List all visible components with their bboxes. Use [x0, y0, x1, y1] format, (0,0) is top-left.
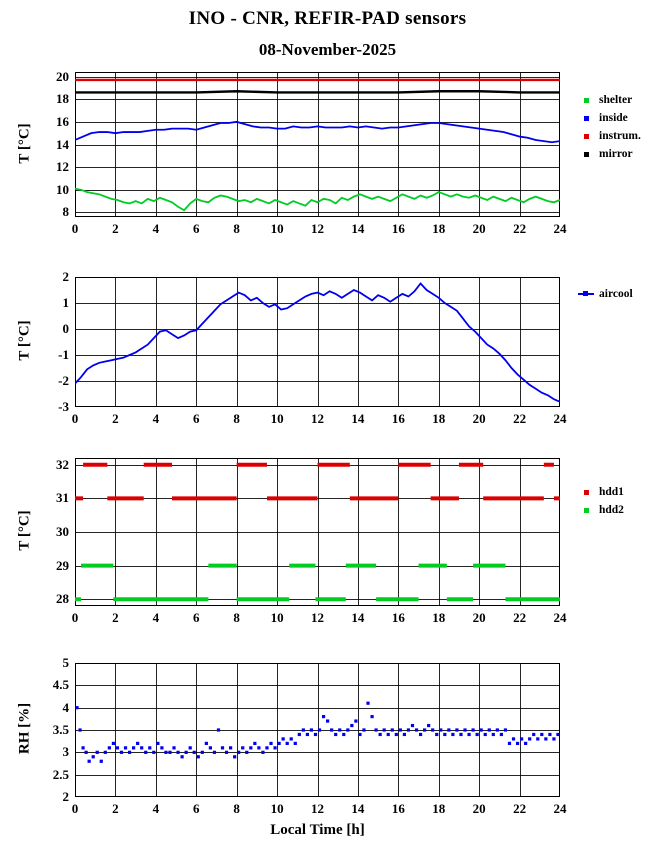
x-tick-label: 4 [152, 610, 160, 625]
data-point [75, 706, 78, 709]
data-point [148, 746, 151, 749]
data-point [201, 751, 204, 754]
data-point [286, 742, 289, 745]
data-point [241, 746, 244, 749]
data-point [342, 733, 345, 736]
data-point [197, 755, 200, 758]
data-point [193, 751, 196, 754]
data-point [431, 728, 434, 731]
y-tick-label: -2 [58, 373, 69, 388]
x-tick-label: 22 [513, 411, 527, 426]
data-point [459, 733, 462, 736]
data-point [467, 733, 470, 736]
x-tick-label: 6 [193, 801, 200, 816]
data-point [314, 733, 317, 736]
data-point [512, 737, 515, 740]
data-point [96, 751, 99, 754]
page-title: INO - CNR, REFIR-PAD sensors [188, 8, 467, 29]
data-point [213, 751, 216, 754]
data-point [189, 746, 192, 749]
data-point [78, 728, 81, 731]
data-point [532, 733, 535, 736]
data-point [366, 702, 369, 705]
data-point [245, 751, 248, 754]
data-point [116, 746, 119, 749]
data-point [322, 715, 325, 718]
x-tick-label: 12 [311, 411, 324, 426]
data-point [334, 733, 337, 736]
x-tick-label: 14 [351, 411, 365, 426]
x-tick-label: 4 [152, 801, 160, 816]
legend-label: hdd1 [599, 486, 624, 498]
x-tick-label: 16 [391, 221, 405, 236]
data-point [443, 733, 446, 736]
x-tick-label: 20 [472, 610, 486, 625]
data-point [455, 728, 458, 731]
x-tick-label: 8 [233, 801, 240, 816]
x-tick-label: 0 [71, 801, 79, 816]
data-point [411, 724, 414, 727]
y-tick-label: 29 [56, 557, 69, 573]
x-tick-label: 0 [71, 610, 79, 625]
data-point [391, 728, 394, 731]
x-tick-label: 12 [311, 610, 324, 625]
data-point [209, 746, 212, 749]
data-point [176, 751, 179, 754]
data-point [540, 733, 543, 736]
data-point [160, 746, 163, 749]
data-point [383, 728, 386, 731]
x-tick-label: 8 [233, 411, 240, 426]
data-point [488, 728, 491, 731]
x-tick-label: 0 [71, 221, 79, 236]
x-tick-label: 20 [472, 221, 486, 236]
data-point [520, 737, 523, 740]
data-point [326, 719, 329, 722]
data-point [528, 737, 531, 740]
x-tick-label: 10 [270, 801, 284, 816]
legend-label: mirror [599, 148, 633, 160]
data-point [516, 742, 519, 745]
data-point [504, 728, 507, 731]
data-point [168, 751, 171, 754]
x-tick-label: 22 [513, 610, 527, 625]
x-tick-label: 14 [351, 801, 365, 816]
data-point [350, 724, 353, 727]
data-point [395, 733, 398, 736]
data-point [492, 733, 495, 736]
x-axis-title: Local Time [h] [270, 822, 365, 838]
data-point [294, 742, 297, 745]
x-tick-label: 22 [513, 801, 527, 816]
y-axis-title: T [°C] [16, 320, 33, 361]
x-tick-label: 14 [351, 221, 365, 236]
data-point [181, 755, 184, 758]
data-point [439, 728, 442, 731]
data-point [282, 737, 285, 740]
y-tick-label: 2 [62, 269, 69, 284]
y-tick-label: 20 [56, 68, 69, 84]
y-tick-label: 3.5 [52, 722, 69, 737]
data-point [205, 742, 208, 745]
y-tick-label: 16 [56, 113, 69, 129]
legend-label: aircool [599, 288, 633, 300]
data-point [387, 733, 390, 736]
data-point [419, 733, 422, 736]
y-tick-label: 4 [62, 699, 69, 715]
x-tick-label: 0 [71, 411, 79, 426]
data-point [257, 746, 260, 749]
data-point [330, 728, 333, 731]
data-point [536, 737, 539, 740]
data-point [403, 733, 406, 736]
x-tick-label: 12 [311, 801, 324, 816]
data-point [451, 733, 454, 736]
data-point [100, 760, 103, 763]
x-tick-label: 24 [553, 801, 567, 816]
y-tick-label: 2 [62, 789, 69, 804]
x-tick-label: 10 [270, 411, 284, 426]
data-point [261, 751, 264, 754]
data-point [132, 746, 135, 749]
data-point [463, 728, 466, 731]
legend-label: shelter [599, 94, 633, 106]
data-point [370, 715, 373, 718]
x-tick-label: 24 [553, 610, 567, 625]
data-point [338, 728, 341, 731]
data-point [221, 746, 224, 749]
data-point [423, 728, 426, 731]
data-point [217, 728, 220, 731]
data-point [249, 746, 252, 749]
y-tick-label: 1 [62, 295, 69, 310]
data-point [112, 742, 115, 745]
data-point [88, 760, 91, 763]
data-point [164, 751, 167, 754]
x-tick-label: 4 [152, 221, 160, 236]
data-point [302, 728, 305, 731]
x-tick-label: 8 [233, 221, 240, 236]
data-point [144, 751, 147, 754]
data-point [124, 746, 127, 749]
data-point [85, 751, 88, 754]
data-point [399, 728, 402, 731]
y-tick-label: 31 [56, 490, 69, 506]
x-tick-label: 2 [112, 801, 119, 816]
data-point [548, 733, 551, 736]
x-tick-label: 18 [432, 610, 446, 625]
data-point [346, 728, 349, 731]
data-point [379, 733, 382, 736]
page-subtitle: 08-November-2025 [258, 40, 397, 59]
data-point [273, 746, 276, 749]
data-point [508, 742, 511, 745]
y-tick-label: -1 [58, 347, 69, 362]
data-point [427, 724, 430, 727]
data-point [172, 746, 175, 749]
x-tick-label: 6 [193, 610, 200, 625]
y-tick-label: 28 [56, 591, 69, 607]
y-tick-label: -3 [58, 399, 69, 414]
data-point [233, 755, 236, 758]
data-point [476, 733, 479, 736]
data-point [136, 742, 139, 745]
data-point [552, 737, 555, 740]
x-tick-label: 2 [112, 610, 119, 625]
data-point [375, 728, 378, 731]
data-point [415, 728, 418, 731]
data-point [556, 733, 559, 736]
data-point [120, 751, 123, 754]
y-axis-title: T [°C] [16, 122, 33, 164]
x-tick-label: 18 [432, 221, 446, 236]
data-point [237, 751, 240, 754]
y-axis-title: T [°C] [16, 510, 33, 551]
x-tick-label: 24 [553, 411, 567, 426]
data-point [185, 751, 188, 754]
data-point [524, 742, 527, 745]
y-tick-label: 0 [62, 321, 69, 336]
data-point [140, 746, 143, 749]
x-tick-label: 18 [432, 411, 446, 426]
data-point [407, 728, 410, 731]
data-point [92, 755, 95, 758]
x-tick-label: 2 [112, 221, 119, 236]
data-point [128, 751, 131, 754]
data-point [298, 733, 301, 736]
data-point [290, 737, 293, 740]
x-tick-label: 16 [391, 610, 405, 625]
y-tick-label: 8 [62, 204, 69, 220]
data-point [544, 737, 547, 740]
data-point [362, 728, 365, 731]
data-point [108, 746, 111, 749]
y-tick-label: 5 [62, 655, 69, 670]
x-tick-label: 6 [193, 221, 200, 236]
x-tick-label: 16 [391, 801, 405, 816]
x-tick-label: 4 [152, 411, 160, 426]
data-point [500, 733, 503, 736]
data-point [306, 733, 309, 736]
data-point [156, 742, 159, 745]
data-point [265, 746, 268, 749]
x-tick-label: 24 [553, 221, 567, 236]
y-tick-label: 10 [56, 181, 69, 197]
y-tick-label: 3 [62, 744, 69, 760]
legend-label: hdd2 [599, 504, 624, 516]
y-tick-label: 12 [56, 159, 69, 175]
x-tick-label: 6 [193, 411, 200, 426]
y-tick-label: 14 [56, 136, 69, 152]
x-tick-label: 14 [351, 610, 365, 625]
y-axis-title: RH [%] [16, 702, 33, 755]
data-point [310, 728, 313, 731]
legend-label: inside [599, 112, 628, 124]
data-point [152, 751, 155, 754]
data-point [484, 733, 487, 736]
x-tick-label: 20 [472, 801, 486, 816]
data-point [354, 719, 357, 722]
y-tick-label: 32 [56, 456, 69, 472]
x-tick-label: 18 [432, 801, 446, 816]
data-point [447, 728, 450, 731]
legend-label: instrum. [599, 130, 641, 142]
x-tick-label: 16 [391, 411, 405, 426]
x-tick-label: 2 [112, 411, 119, 426]
data-point [229, 746, 232, 749]
data-point [480, 728, 483, 731]
data-point [496, 728, 499, 731]
y-tick-label: 4.5 [52, 677, 69, 693]
data-point [225, 751, 228, 754]
data-point [435, 733, 438, 736]
x-tick-label: 12 [311, 221, 324, 236]
data-point [278, 742, 281, 745]
x-tick-label: 8 [233, 610, 240, 625]
y-tick-label: 2.5 [52, 766, 69, 782]
x-tick-label: 22 [513, 221, 527, 236]
data-point [253, 742, 256, 745]
data-point [358, 733, 361, 736]
y-tick-label: 18 [56, 91, 69, 107]
y-tick-label: 30 [56, 524, 69, 539]
data-point [472, 728, 475, 731]
data-point [104, 751, 107, 754]
x-tick-label: 10 [270, 221, 284, 236]
data-point [269, 742, 272, 745]
x-tick-label: 20 [472, 411, 486, 426]
data-point [81, 746, 84, 749]
data-point [318, 728, 321, 731]
x-tick-label: 10 [270, 610, 284, 625]
